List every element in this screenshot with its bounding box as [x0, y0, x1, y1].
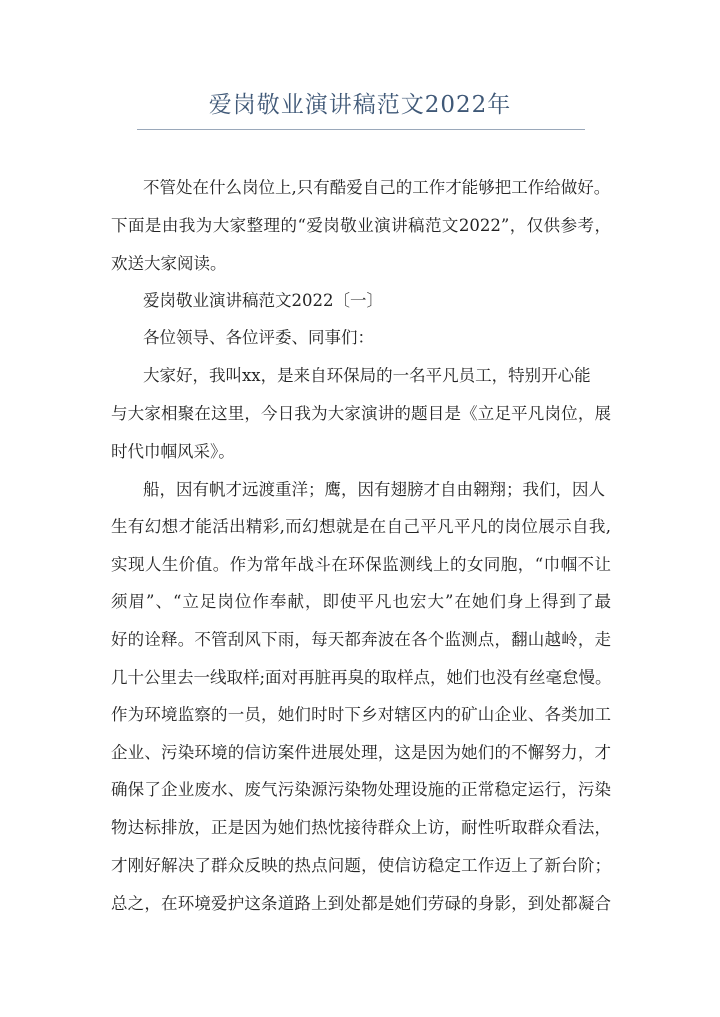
paragraph-line: 好的诠释。不管刮风下雨，每天都奔波在各个监测点，翻山越岭，走 — [111, 630, 611, 649]
paragraph-line: 船，因有帆才远渡重洋；鹰，因有翅膀才自由翱翔；我们，因人 — [143, 480, 605, 499]
paragraph-line: 企业、污染环境的信访案件进展处理，这是因为她们的不懈努力，才 — [111, 743, 611, 762]
paragraph-line: 时代巾帼风采》。 — [111, 442, 235, 461]
paragraph-line: 才刚好解决了群众反映的热点问题，使信访稳定工作迈上了新台阶； — [111, 856, 611, 875]
paragraph-line: 总之，在环境爱护这条道路上到处都是她们劳碌的身影，到处都凝合 — [111, 894, 611, 913]
paragraph-line: 物达标排放，正是因为她们热忱接待群众上访，耐性听取群众看法， — [111, 818, 611, 837]
paragraph-line: 确保了企业废水、废气污染源污染物处理设施的正常稳定运行，污染 — [111, 780, 611, 799]
paragraph-line: 欢送大家阅读。 — [111, 254, 227, 273]
paragraph-line: 作为环境监察的一员，她们时时下乡对辖区内的矿山企业、各类加工 — [111, 705, 611, 724]
salutation: 各位领导、各位评委、同事们： — [143, 328, 374, 347]
paragraph-line: 大家好，我叫xx，是来自环保局的一名平凡员工，特别开心能 — [143, 366, 591, 385]
paragraph-line: 下面是由我为大家整理的“爱岗敬业演讲稿范文2022”，仅供参考， — [111, 216, 611, 235]
paragraph-line: 与大家相聚在这里，今日我为大家演讲的题目是《立足平凡岗位，展 — [111, 404, 611, 423]
paragraph-line: 实现人生价值。作为常年战斗在环保监测线上的女同胞，“巾帼不让 — [111, 555, 611, 574]
document-title: 爱岗敬业演讲稿范文2022年 — [208, 92, 512, 118]
section-heading: 爱岗敬业演讲稿范文2022〔一〕 — [143, 291, 383, 310]
paragraph-line: 生有幻想才能活出精彩,而幻想就是在自己平凡平凡的岗位展示自我, — [111, 517, 611, 536]
paragraph-line: 不管处在什么岗位上,只有酷爱自己的工作才能够把工作给做好。 — [143, 178, 611, 197]
paragraph-line: 须眉”、“立足岗位作奉献，即使平凡也宏大”在她们身上得到了最 — [111, 592, 611, 611]
paragraph-line: 几十公里去一线取样;面对再脏再臭的取样点，她们也没有丝毫怠慢。 — [111, 668, 612, 687]
title-divider — [137, 129, 585, 130]
